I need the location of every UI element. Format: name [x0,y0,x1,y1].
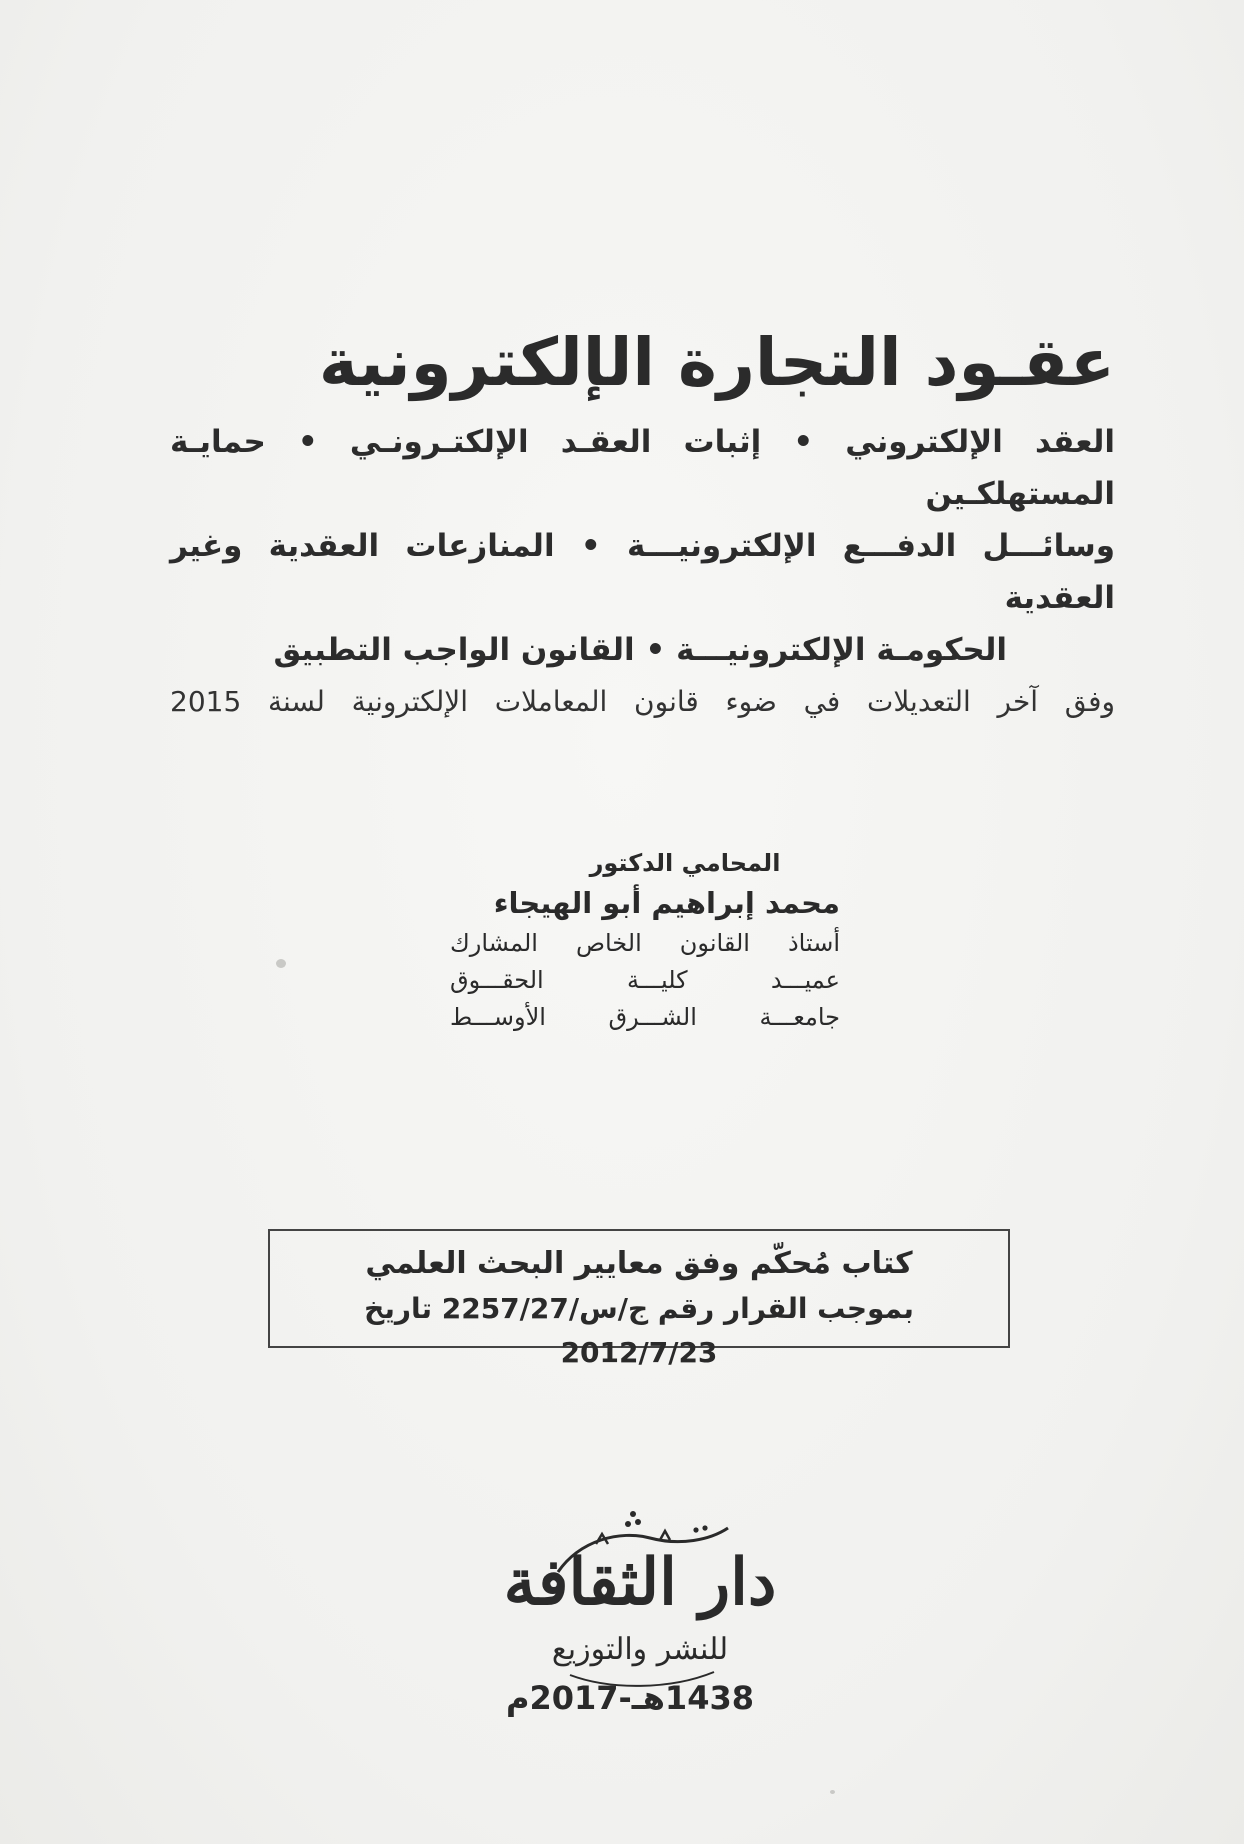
author-block [440,845,840,1036]
paper-speck [276,959,286,968]
paper-speck [830,1790,835,1794]
topic-line-1: العقد الإلكتروني • إثبات العقـد الإلكتـرونـي • حمايـة المستهلكـين [170,424,1115,512]
book-title: عقـود التجارة الإلكترونية [318,324,1115,401]
author-role-2: عميـــد كليـــة الحقـــوق [450,966,840,994]
publisher-name: دار الثقافة [503,1545,777,1620]
author-role-1: أستاذ القانون الخاص المشارك [450,929,840,957]
publisher-subtitle: للنشر والتوزيع [551,1632,729,1667]
author-title: المحامي الدكتور [589,849,781,877]
topic-line-3: الحكومـة الإلكترونيـــة • القانون الواجب التطبيق [273,632,1007,668]
certification-line-1: كتاب مُحكّم وفق معايير البحث العلمي [365,1246,913,1281]
topic-line-2: وسائـــل الدفـــع الإلكترونيـــة • المنازعات العقدية وغير العقدية [170,528,1115,616]
author-name: محمد إبراهيم أبو الهيجاء [493,886,840,920]
publication-year: 1438هـ-2017م [506,1679,754,1717]
publisher-logo [500,1500,780,1700]
book-subtitle: وفق آخر التعديلات في ضوء قانون المعاملات الإلكترونية لسنة 2015 [170,685,1115,718]
author-role-3: جامعـــة الشـــرق الأوســـط [450,1003,840,1031]
title-block [170,318,1115,728]
certification-box [268,1229,1010,1369]
certification-line-2: بموجب القرار رقم ج/س/2257/27 تاريخ 2012/7/23 [364,1292,914,1369]
